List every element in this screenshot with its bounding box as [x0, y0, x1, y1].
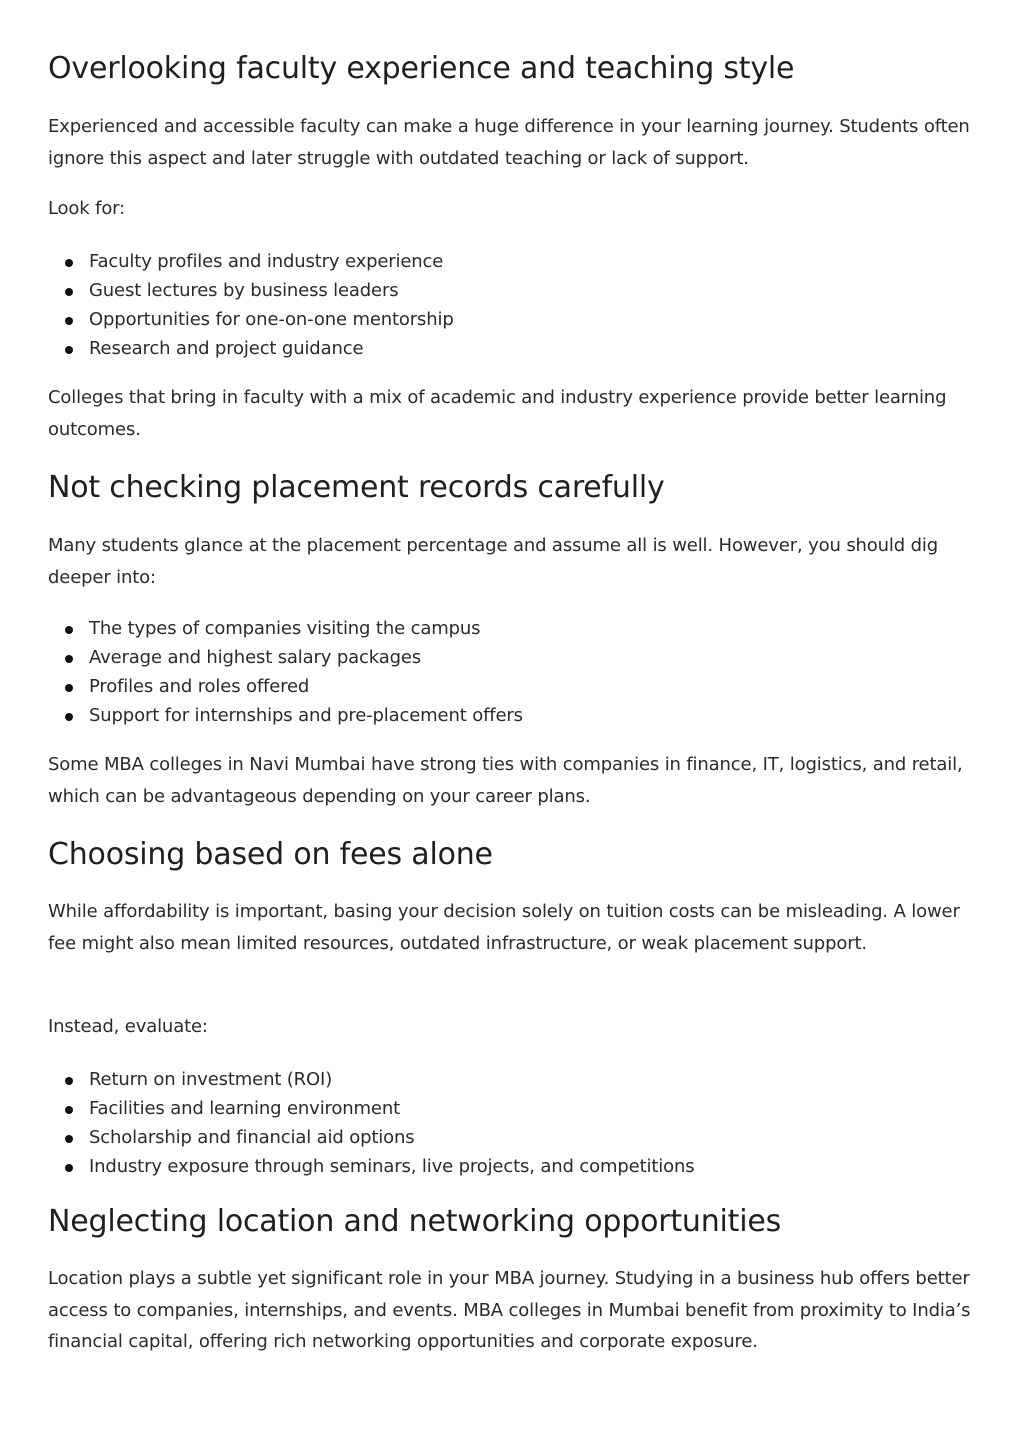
paragraph-placement-intro: Many students glance at the placement percentage and assume all is well. However, you should dig deeper into:: [48, 535, 939, 588]
paragraph-location-intro: Location plays a subtle yet significant role in your MBA journey. Studying in a business hub offers better access to companies, internships, and events. MBA colleges in Mumbai benefit from proximity to India’s financial capital, offering rich networking opportunities and corporate exposure.: [48, 1268, 971, 1352]
fees-checklist: [48, 1065, 978, 1181]
paragraph-placement-outro: Some MBA colleges in Navi Mumbai have strong ties with companies in finance, IT, logistics, and retail, which can be advantageous depending on your career plans.: [48, 754, 963, 807]
list-item: Return on investment (ROI): [48, 1065, 978, 1094]
paragraph-instead-evaluate: Instead, evaluate:: [48, 1016, 208, 1037]
bullet-icon: [65, 1164, 73, 1172]
bullet-icon: [65, 259, 73, 267]
bullet-icon: [65, 626, 73, 634]
list-item: Facilities and learning environment: [48, 1094, 978, 1123]
paragraph-faculty-intro: Experienced and accessible faculty can make a huge difference in your learning journey. Students often ignore this aspect and later struggle with outdated teaching or lack of support.: [48, 116, 970, 169]
section-heading-faculty: Overlooking faculty experience and teaching style: [48, 51, 795, 86]
paragraph-look-for: Look for:: [48, 198, 126, 219]
bullet-icon: [65, 655, 73, 663]
list-item: Average and highest salary packages: [48, 643, 978, 672]
paragraph-fees-intro: While affordability is important, basing your decision solely on tuition costs can be misleading. A lower fee might also mean limited resources, outdated infrastructure, or weak placement support.: [48, 901, 960, 954]
faculty-checklist: [48, 247, 978, 363]
list-item: Industry exposure through seminars, live projects, and competitions: [48, 1152, 978, 1181]
section-heading-location: Neglecting location and networking opportunities: [48, 1204, 782, 1239]
bullet-icon: [65, 1077, 73, 1085]
paragraph-faculty-outro: Colleges that bring in faculty with a mix of academic and industry experience provide better learning outcomes.: [48, 387, 947, 440]
section-heading-placement: Not checking placement records carefully: [48, 470, 665, 505]
placement-checklist: [48, 614, 978, 730]
list-item: Profiles and roles offered: [48, 672, 978, 701]
list-item: Scholarship and financial aid options: [48, 1123, 978, 1152]
list-item: The types of companies visiting the campus: [48, 614, 978, 643]
list-item: Support for internships and pre-placement offers: [48, 701, 978, 730]
bullet-icon: [65, 288, 73, 296]
list-item: Guest lectures by business leaders: [48, 276, 978, 305]
bullet-icon: [65, 684, 73, 692]
list-item: Opportunities for one-on-one mentorship: [48, 305, 978, 334]
bullet-icon: [65, 1106, 73, 1114]
bullet-icon: [65, 346, 73, 354]
section-heading-fees: Choosing based on fees alone: [48, 837, 493, 872]
bullet-icon: [65, 317, 73, 325]
bullet-icon: [65, 713, 73, 721]
bullet-icon: [65, 1135, 73, 1143]
list-item: Faculty profiles and industry experience: [48, 247, 978, 276]
list-item: Research and project guidance: [48, 334, 978, 363]
